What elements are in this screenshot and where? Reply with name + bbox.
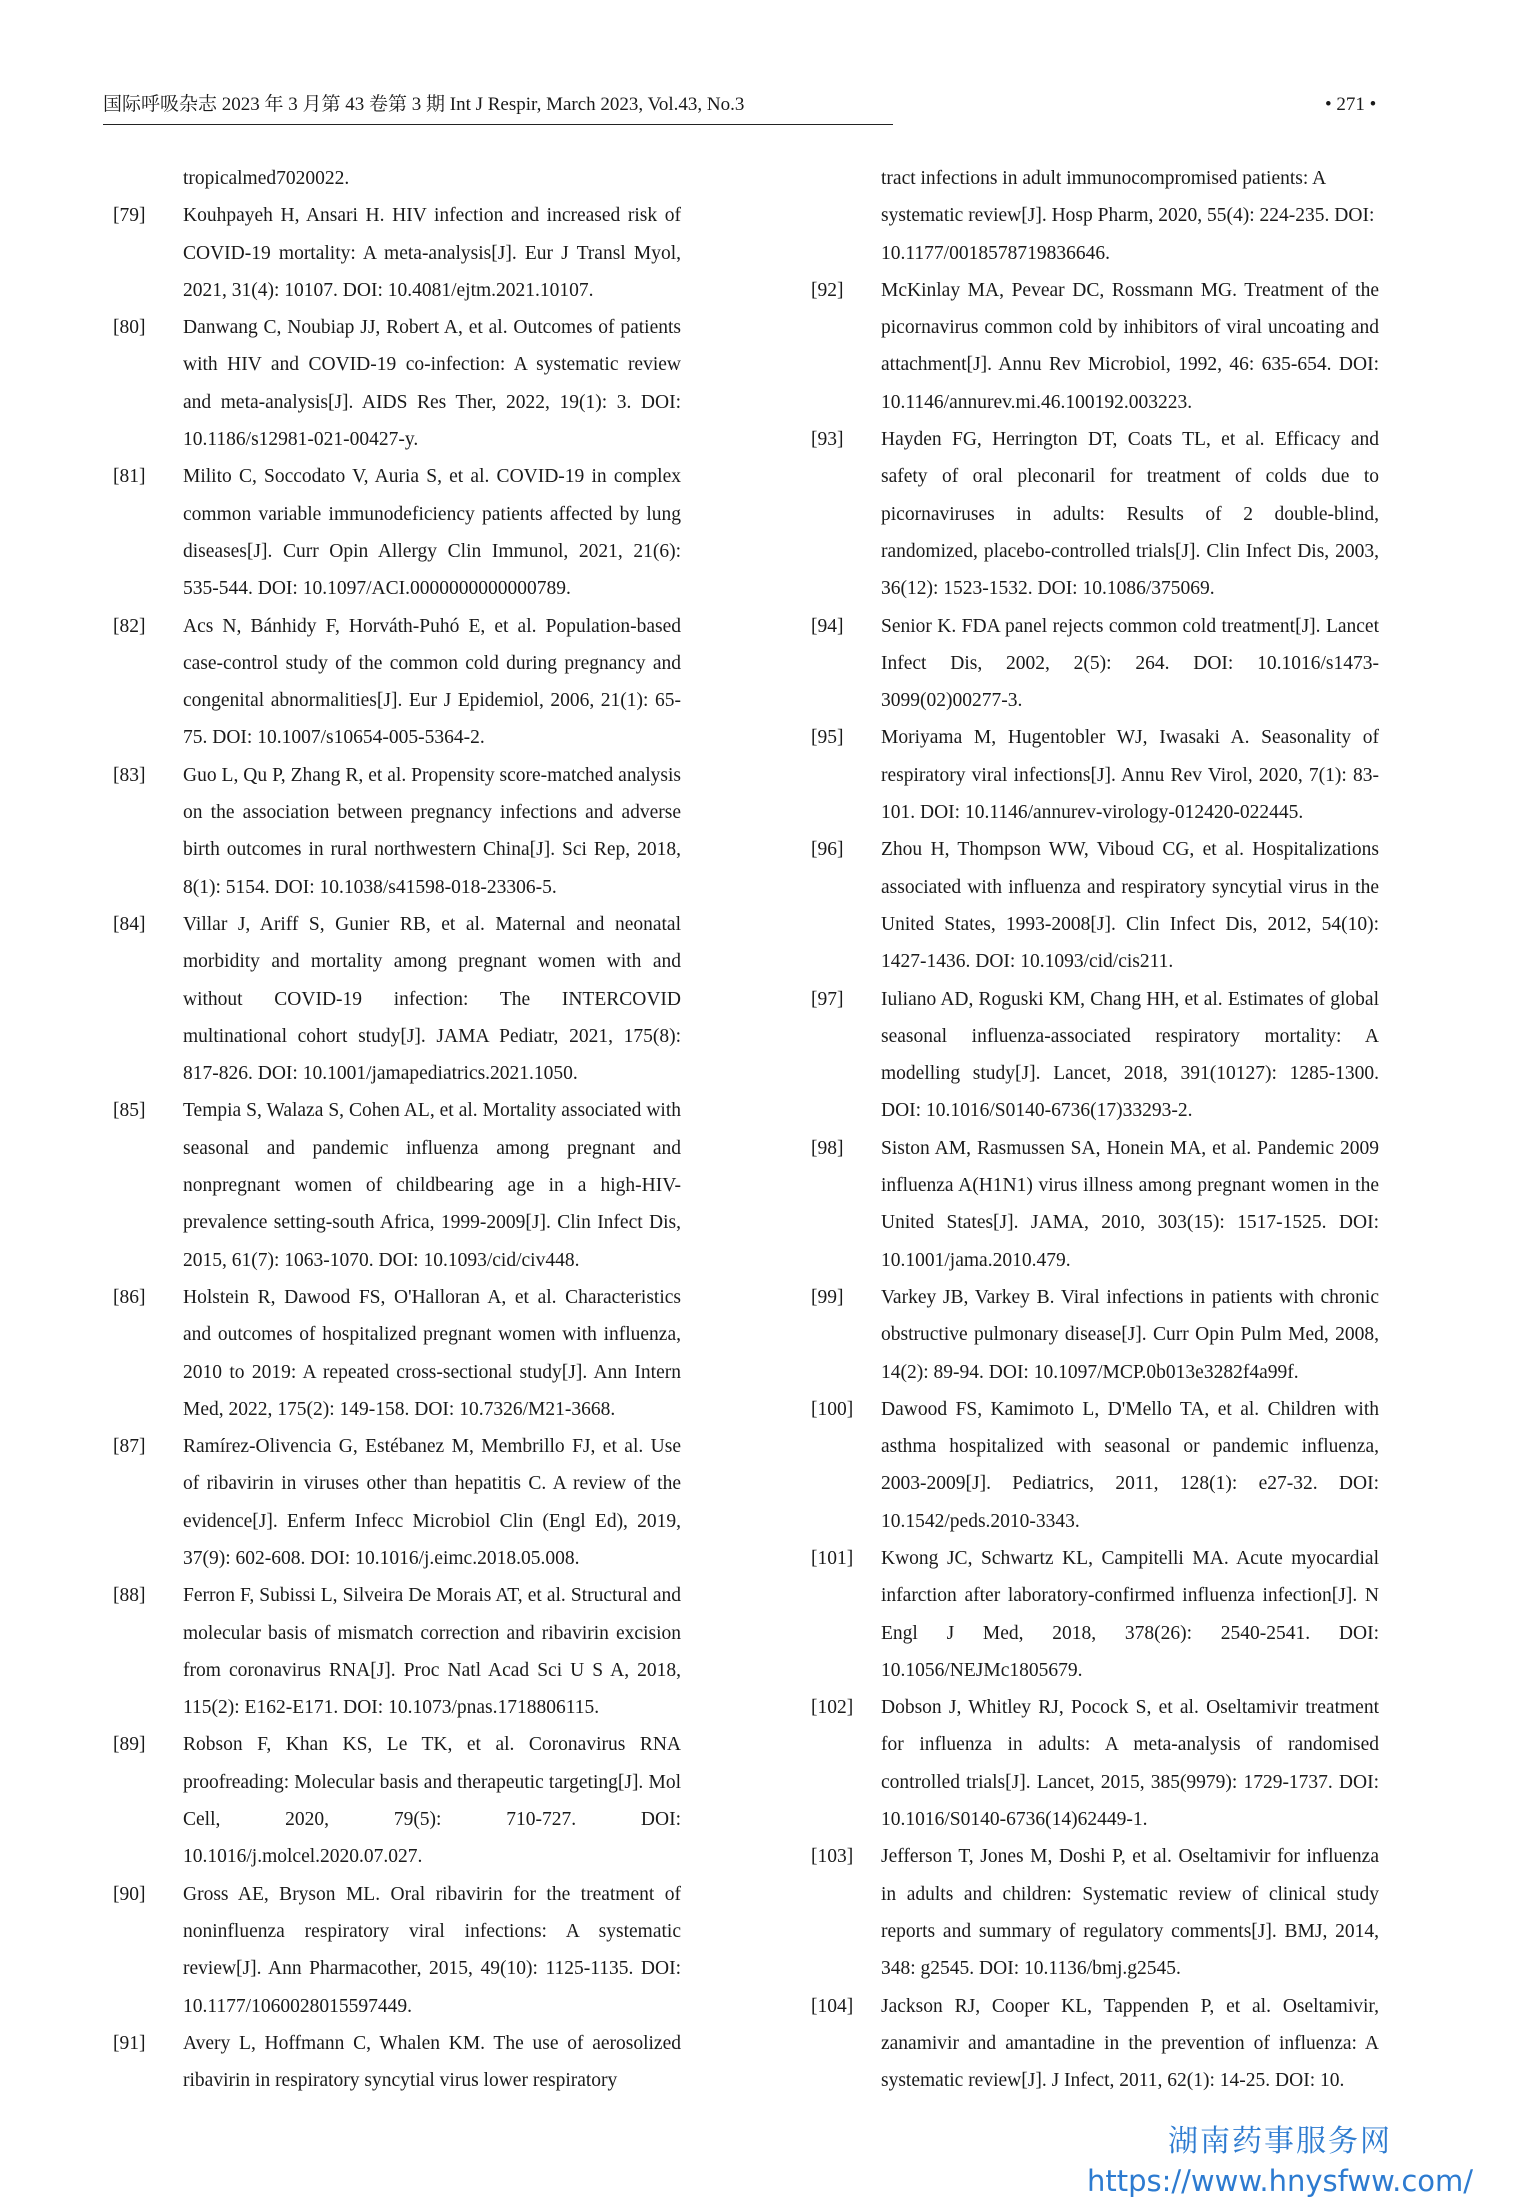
reference-entry bbox=[113, 1428, 681, 1577]
reference-text: Jefferson T, Jones M, Doshi P, et al. Oseltamivir for influenza in adults and children: Systematic review of clinical study reports and summary of regulatory comments[J]. BMJ, 2014, 348: g2545. DOI: 10.1136/bmj.g2545. bbox=[881, 1846, 1379, 1980]
reference-text: Iuliano AD, Roguski KM, Chang HH, et al. Estimates of global seasonal influenza-associated respiratory mortality: A modelling study[J]. Lancet, 2018, 391(10127): 1285-1300. DOI: 10.1016/S0140-6736(17)33293-2. bbox=[881, 988, 1379, 1122]
reference-text: Siston AM, Rasmussen SA, Honein MA, et al. Pandemic 2009 influenza A(H1N1) virus illness among pregnant women in the United States[J]. JAMA, 2010, 303(15): 1517-1525. DOI: 10.1001/jama.2010.479. bbox=[881, 1137, 1379, 1271]
reference-entry bbox=[811, 1279, 1379, 1391]
reference-number: [90] bbox=[113, 1883, 146, 1905]
reference-entry bbox=[811, 1689, 1379, 1838]
reference-number: [86] bbox=[113, 1286, 146, 1308]
reference-text: Varkey JB, Varkey B. Viral infections in patients with chronic obstructive pulmonary disease[J]. Curr Opin Pulm Med, 2008, 14(2): 89-94. DOI: 10.1097/MCP.0b013e3282f4a99f. bbox=[881, 1286, 1379, 1383]
reference-number: [85] bbox=[113, 1100, 146, 1122]
reference-column-right bbox=[811, 160, 1379, 2099]
reference-list-left bbox=[113, 197, 681, 2099]
reference-text: McKinlay MA, Pevear DC, Rossmann MG. Treatment of the picornavirus common cold by inhibitors of viral uncoating and attachment[J]. Annu Rev Microbiol, 1992, 46: 635-654. DOI: 10.1146/annurev.mi.46.100192.003223. bbox=[881, 279, 1379, 413]
reference-entry bbox=[113, 458, 681, 607]
reference-list-right bbox=[811, 272, 1379, 2100]
reference-entry bbox=[113, 1279, 681, 1428]
reference-number: [89] bbox=[113, 1734, 146, 1756]
reference-text: Jackson RJ, Cooper KL, Tappenden P, et al. Oseltamivir, zanamivir and amantadine in the prevention of influenza: A systematic review[J]. J Infect, 2011, 62(1): 14-25. DOI: 10. bbox=[881, 1995, 1379, 2092]
reference-entry bbox=[811, 1391, 1379, 1540]
reference-number: [87] bbox=[113, 1436, 146, 1458]
reference-text: Milito C, Soccodato V, Auria S, et al. COVID-19 in complex common variable immunodeficiency patients affected by lung diseases[J]. Curr Opin Allergy Clin Immunol, 2021, 21(6): 535-544. DOI: 10.1097/ACI.0000000000000789. bbox=[183, 466, 681, 600]
reference-entry bbox=[113, 1092, 681, 1278]
journal-line: 国际呼吸杂志 2023 年 3 月第 43 卷第 3 期 Int J Respir, March 2023, Vol.43, No.3 bbox=[103, 94, 745, 115]
reference-entry bbox=[811, 272, 1379, 421]
reference-text: Ferron F, Subissi L, Silveira De Morais AT, et al. Structural and molecular basis of mismatch correction and ribavirin excision from coronavirus RNA[J]. Proc Natl Acad Sci U S A, 2018, 115(2): E162-E171. DOI: 10.1073/pnas.1718806115. bbox=[183, 1585, 681, 1719]
reference-entry bbox=[113, 906, 681, 1092]
reference-number: [79] bbox=[113, 205, 146, 227]
reference-number: [92] bbox=[811, 279, 844, 301]
reference-entry bbox=[811, 608, 1379, 720]
reference-number: [84] bbox=[113, 913, 146, 935]
reference-continuation: tract infections in adult immunocompromised patients: A systematic review[J]. Hosp Pharm, 2020, 55(4): 224-235. DOI: 10.1177/0018578719836646. bbox=[881, 168, 1375, 264]
watermark-site-name: 湖南药事服务网 bbox=[1168, 2124, 1392, 2159]
running-header bbox=[103, 90, 893, 125]
reference-entry bbox=[113, 1726, 681, 1875]
reference-number: [82] bbox=[113, 615, 146, 637]
reference-number: [95] bbox=[811, 727, 844, 749]
reference-entry bbox=[113, 309, 681, 458]
reference-text: Robson F, Khan KS, Le TK, et al. Coronavirus RNA proofreading: Molecular basis and therapeutic targeting[J]. Mol Cell, 2020, 79(5): 710-727. DOI: 10.1016/j.molcel.2020.07.027. bbox=[183, 1734, 681, 1868]
reference-entry bbox=[113, 608, 681, 757]
reference-number: [97] bbox=[811, 988, 844, 1010]
reference-number: [98] bbox=[811, 1137, 844, 1159]
reference-text: Villar J, Ariff S, Gunier RB, et al. Maternal and neonatal morbidity and mortality among pregnant women with and without COVID-19 infection: The INTERCOVID multinational cohort study[J]. JAMA Pediatr, 2021, 175(8): 817-826. DOI: 10.1001/jamapediatrics.2021.1050. bbox=[183, 913, 681, 1085]
reference-text: Guo L, Qu P, Zhang R, et al. Propensity score-matched analysis on the association between pregnancy infections and adverse birth outcomes in rural northwestern China[J]. Sci Rep, 2018, 8(1): 5154. DOI: 10.1038/s41598-018-23306-5. bbox=[183, 764, 681, 898]
reference-text: Hayden FG, Herrington DT, Coats TL, et al. Efficacy and safety of oral pleconaril for treatment of colds due to picornaviruses in adults: Results of 2 double-blind, randomized, placebo-controlled trials[J]. Clin Infect Dis, 2003, 36(12): 1523-1532. DOI: 10.1086/375069. bbox=[881, 429, 1379, 600]
reference-entry bbox=[811, 831, 1379, 980]
reference-text: Dobson J, Whitley RJ, Pocock S, et al. Oseltamivir treatment for influenza in adults: A meta-analysis of randomised controlled trials[J]. Lancet, 2015, 385(9979): 1729-1737. DOI: 10.1016/S0140-6736(14)62449-1. bbox=[881, 1697, 1379, 1831]
reference-entry bbox=[811, 1988, 1379, 2100]
reference-entry bbox=[113, 2025, 681, 2100]
reference-text: Moriyama M, Hugentobler WJ, Iwasaki A. Seasonality of respiratory viral infections[J]. Annu Rev Virol, 2020, 7(1): 83-101. DOI: 10.1146/annurev-virology-012420-022445. bbox=[881, 727, 1379, 824]
page-number: • 271 • bbox=[1325, 94, 1377, 115]
reference-number: [94] bbox=[811, 615, 844, 637]
reference-number: [83] bbox=[113, 764, 146, 786]
reference-number: [81] bbox=[113, 466, 146, 488]
reference-number: [88] bbox=[113, 1585, 146, 1607]
site-watermark bbox=[1050, 2122, 1510, 2200]
reference-entry bbox=[811, 1130, 1379, 1279]
reference-number: [91] bbox=[113, 2032, 146, 2054]
reference-number: [96] bbox=[811, 839, 844, 861]
reference-text: Gross AE, Bryson ML. Oral ribavirin for the treatment of noninfluenza respiratory viral infections: A systematic review[J]. Ann Pharmacother, 2015, 49(10): 1125-1135. DOI: 10.1177/1060028015597449. bbox=[183, 1883, 681, 2017]
watermark-url: https://www.hnysfww.com/ bbox=[1086, 2164, 1474, 2198]
reference-number: [103] bbox=[811, 1846, 854, 1868]
reference-text: Tempia S, Walaza S, Cohen AL, et al. Mortality associated with seasonal and pandemic influenza among pregnant and nonpregnant women of childbearing age in a high-HIV-prevalence setting-south Africa, 1999-2009[J]. Clin Infect Dis, 2015, 61(7): 1063-1070. DOI: 10.1093/cid/civ448. bbox=[183, 1100, 681, 1271]
reference-number: [99] bbox=[811, 1286, 844, 1308]
reference-text: Acs N, Bánhidy F, Horváth-Puhó E, et al. Population-based case-control study of the common cold during pregnancy and congenital abnormalities[J]. Eur J Epidemiol, 2006, 21(1): 65-75. DOI: 10.1007/s10654-005-5364-2. bbox=[183, 615, 681, 749]
reference-entry bbox=[113, 197, 681, 309]
reference-text: Kwong JC, Schwartz KL, Campitelli MA. Acute myocardial infarction after laboratory-confirmed influenza infection[J]. N Engl J Med, 2018, 378(26): 2540-2541. DOI: 10.1056/NEJMc1805679. bbox=[881, 1547, 1379, 1681]
reference-text: Kouhpayeh H, Ansari H. HIV infection and increased risk of COVID-19 mortality: A meta-analysis[J]. Eur J Transl Myol, 2021, 31(4): 10107. DOI: 10.4081/ejtm.2021.10107. bbox=[183, 205, 681, 301]
reference-text: Senior K. FDA panel rejects common cold treatment[J]. Lancet Infect Dis, 2002, 2(5): 264. DOI: 10.1016/s1473-3099(02)00277-3. bbox=[881, 615, 1379, 712]
reference-text: Ramírez-Olivencia G, Estébanez M, Membrillo FJ, et al. Use of ribavirin in viruses other than hepatitis C. A review of the evidence[J]. Enferm Infecc Microbiol Clin (Engl Ed), 2019, 37(9): 602-608. DOI: 10.1016/j.eimc.2018.05.008. bbox=[183, 1436, 681, 1569]
reference-entry bbox=[811, 719, 1379, 831]
reference-text: Zhou H, Thompson WW, Viboud CG, et al. Hospitalizations associated with influenza and respiratory syncytial virus in the United States, 1993-2008[J]. Clin Infect Dis, 2012, 54(10): 1427-1436. DOI: 10.1093/cid/cis211. bbox=[881, 839, 1379, 973]
reference-number: [80] bbox=[113, 317, 146, 339]
reference-entry bbox=[113, 1876, 681, 2025]
reference-text: Holstein R, Dawood FS, O'Halloran A, et al. Characteristics and outcomes of hospitalized pregnant women with influenza, 2010 to 2019: A repeated cross-sectional study[J]. Ann Intern Med, 2022, 175(2): 149-158. DOI: 10.7326/M21-3668. bbox=[183, 1286, 681, 1420]
reference-entry bbox=[113, 1577, 681, 1726]
reference-number: [100] bbox=[811, 1398, 854, 1420]
reference-entry bbox=[811, 1838, 1379, 1987]
reference-entry bbox=[811, 981, 1379, 1130]
reference-number: [102] bbox=[811, 1697, 854, 1719]
reference-number: [104] bbox=[811, 1995, 854, 2017]
reference-text: Avery L, Hoffmann C, Whalen KM. The use of aerosolized ribavirin in respiratory syncytial virus lower respiratory bbox=[183, 2032, 681, 2092]
reference-number: [93] bbox=[811, 429, 844, 451]
reference-entry bbox=[811, 1540, 1379, 1689]
reference-entry bbox=[811, 421, 1379, 607]
reference-text: Dawood FS, Kamimoto L, D'Mello TA, et al. Children with asthma hospitalized with seasonal or pandemic influenza, 2003-2009[J]. Pediatrics, 2011, 128(1): e27-32. DOI: 10.1542/peds.2010-3343. bbox=[881, 1398, 1379, 1532]
reference-number: [101] bbox=[811, 1547, 854, 1569]
reference-text: Danwang C, Noubiap JJ, Robert A, et al. Outcomes of patients with HIV and COVID-19 co-infection: A systematic review and meta-analysis[J]. AIDS Res Ther, 2022, 19(1): 3. DOI: 10.1186/s12981-021-00427-y. bbox=[183, 317, 681, 451]
reference-continuation: tropicalmed7020022. bbox=[183, 168, 350, 189]
reference-entry bbox=[113, 757, 681, 906]
reference-column-left bbox=[113, 160, 681, 2099]
